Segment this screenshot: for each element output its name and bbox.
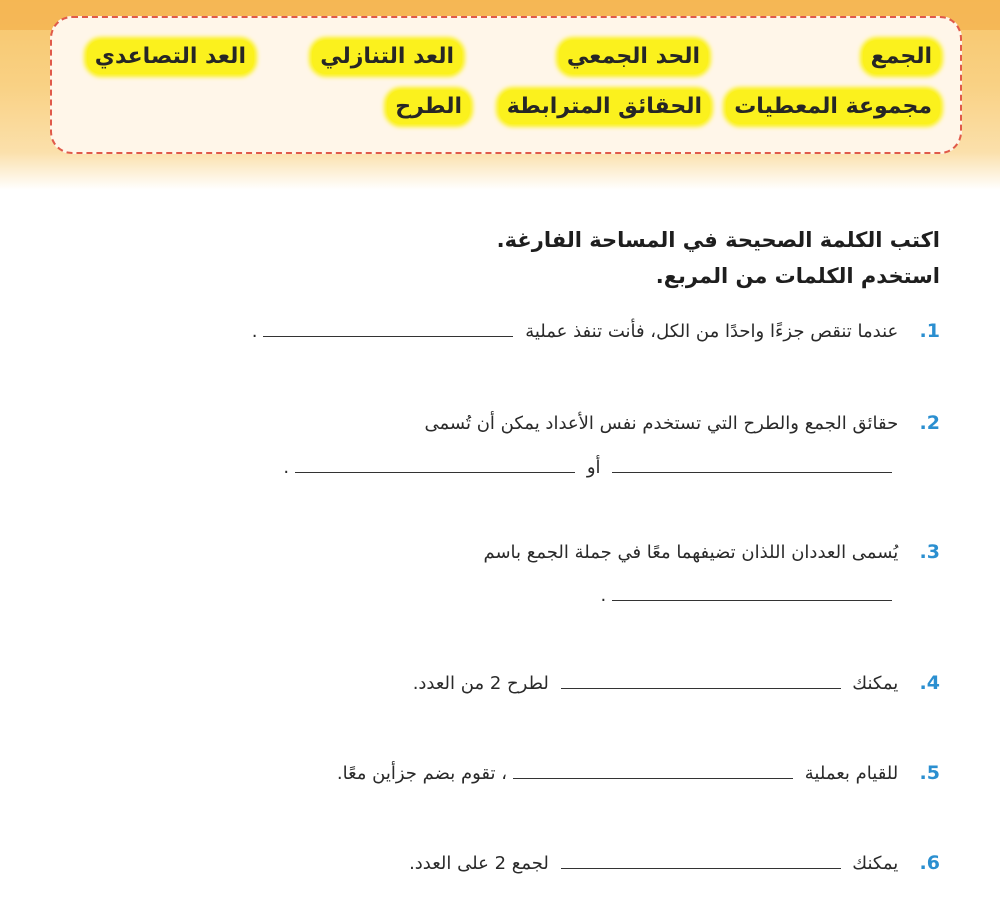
word-bank-box (50, 16, 962, 154)
question-punctuation: . (283, 457, 290, 478)
question-text: يمكنك (852, 673, 899, 694)
question-text: يمكنك (852, 853, 899, 874)
answer-blank[interactable] (612, 580, 892, 601)
question-number: 5. (919, 762, 940, 784)
word-bank-item: العد التصاعدي (87, 40, 254, 74)
word-bank-item: العد التنازلي (312, 40, 462, 74)
question-or: أو (586, 457, 601, 478)
question-text: يُسمى العددان اللذان تضيفهما معًا في جملة الجمع باسم (483, 542, 899, 563)
question-number: 1. (919, 320, 940, 342)
word-bank-item: الجمع (863, 40, 940, 74)
question-text: حقائق الجمع والطرح التي تستخدم نفس الأعداد يمكن أن تُسمى (424, 413, 899, 434)
question-number: 6. (919, 852, 940, 874)
question-punctuation: . (251, 321, 258, 342)
question-text: ، تقوم بضم جزأين معًا. (336, 763, 508, 784)
answer-blank[interactable] (263, 316, 513, 337)
answer-blank[interactable] (612, 452, 892, 473)
word-bank-item: الحقائق المترابطة (499, 90, 710, 124)
question-1 (252, 316, 940, 347)
instruction-line-2: استخدم الكلمات من المربع. (655, 264, 940, 288)
answer-blank[interactable] (513, 758, 793, 779)
question-number: 3. (919, 541, 940, 563)
question-2-line-2 (283, 452, 940, 483)
question-3-line-2 (601, 580, 940, 611)
answer-blank[interactable] (561, 668, 841, 689)
question-text: لطرح 2 من العدد. (412, 673, 549, 694)
question-number: 2. (919, 412, 940, 434)
question-2 (425, 408, 940, 439)
question-3 (484, 537, 941, 568)
word-bank-item: الحد الجمعي (559, 40, 708, 74)
instruction-line-1: اكتب الكلمة الصحيحة في المساحة الفارغة. (496, 228, 940, 252)
question-text: عندما تنقص جزءًا واحدًا من الكل، فأنت تنفذ عملية (525, 321, 899, 342)
answer-blank[interactable] (561, 848, 841, 869)
question-text: للقيام بعملية (804, 763, 899, 784)
word-bank-item: مجموعة المعطيات (726, 90, 940, 124)
question-5 (337, 758, 940, 789)
question-number: 4. (919, 672, 940, 694)
answer-blank[interactable] (295, 452, 575, 473)
word-bank-item: الطرح (387, 90, 470, 124)
instructions (240, 222, 940, 294)
question-text: لجمع 2 على العدد. (409, 853, 549, 874)
question-4 (413, 668, 940, 699)
question-6 (409, 848, 940, 879)
question-punctuation: . (600, 585, 607, 606)
